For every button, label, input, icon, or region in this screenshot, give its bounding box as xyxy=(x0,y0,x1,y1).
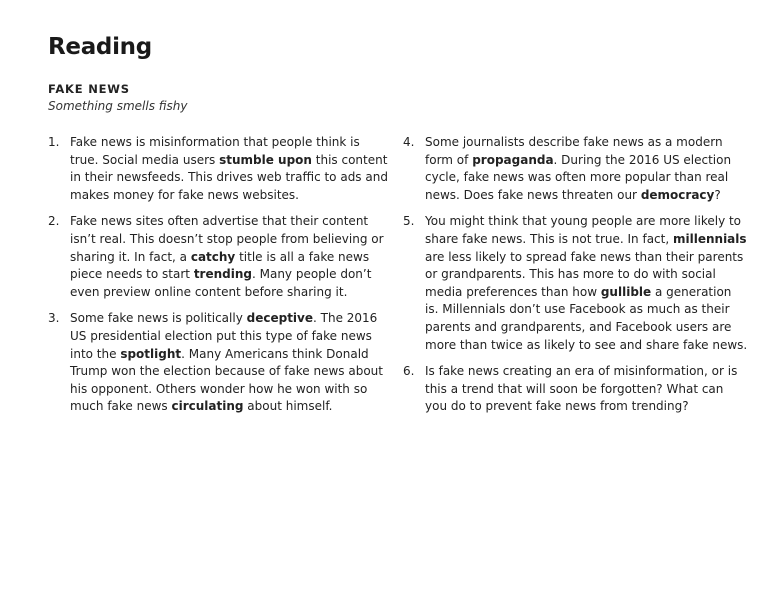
text-segment: Some fake news is politically xyxy=(70,311,247,326)
list-item xyxy=(403,363,748,416)
text-segment: . Many Americans think Donald Trump won the election because of fake news about his opponent. Others wonder how he won with so much fake news xyxy=(70,346,383,414)
item-text xyxy=(70,311,383,413)
vocab-term: gullible xyxy=(600,284,652,299)
item-number: 1. xyxy=(48,135,60,149)
text-segment: ? xyxy=(714,187,721,202)
item-number: 2. xyxy=(48,214,60,229)
left-column-list xyxy=(48,134,388,425)
text-segment: You might think that young people are more likely to share fake news. This is not true. In fact, xyxy=(425,214,742,246)
text-segment: Is fake news creating an era of misinformation, or is this a trend that will soon be forgotten? What can you do to prevent fake news from trending? xyxy=(425,364,738,414)
vocab-term: catchy xyxy=(190,249,236,264)
list-item xyxy=(403,213,748,354)
vocab-term: stumble upon xyxy=(219,152,312,167)
vocab-term: trending xyxy=(193,267,252,282)
list-item xyxy=(403,134,748,204)
item-number: 4. xyxy=(403,135,415,149)
text-segment: are less likely to spread fake news than their parents or grandparents. This has more to do with social media preferences than how xyxy=(425,249,744,299)
item-number: 5. xyxy=(403,214,415,229)
text-segment: Fake news is misinformation that people think is true. Social media users xyxy=(70,135,360,167)
text-segment: Some journalists describe fake news as a modern form of xyxy=(425,135,723,167)
text-segment: a generation is. Millennials don’t use Facebook as much as their parents and grandparents, and Facebook users are more than twice as likely to see and share fake news. xyxy=(425,284,748,352)
page-heading: Reading xyxy=(48,34,152,60)
item-text xyxy=(425,214,747,351)
text-segment: . During the 2016 US election cycle, fake news was often more popular than real news. Does fake news threaten our xyxy=(425,152,732,202)
text-segment: this content in their newsfeeds. This drives web traffic to ads and makes money for fake news websites. xyxy=(70,152,388,202)
section-title: FAKE NEWS xyxy=(48,82,130,96)
list-item xyxy=(48,134,388,204)
vocab-term: propaganda xyxy=(472,152,554,167)
list-item xyxy=(48,310,388,416)
vocab-term: democracy xyxy=(640,187,715,202)
text-segment: Fake news sites often advertise that their content isn’t real. This doesn’t stop people from believing or sharing it. In fact, a xyxy=(70,214,384,264)
item-text xyxy=(425,135,731,202)
item-number: 6. xyxy=(403,364,415,379)
right-column-list xyxy=(403,134,748,425)
list-item xyxy=(48,213,388,301)
item-text xyxy=(70,214,384,298)
text-segment: title is all a fake news piece needs to start xyxy=(70,249,370,282)
item-number: 3. xyxy=(48,311,60,326)
text-segment: . The 2016 US presidential election put this type of fake news into the xyxy=(70,311,378,361)
vocab-term: circulating xyxy=(171,399,244,414)
text-segment: about himself. xyxy=(243,399,333,414)
item-text xyxy=(70,135,388,202)
section-subtitle: Something smells fishy xyxy=(48,99,188,113)
item-text xyxy=(425,364,737,413)
vocab-term: deceptive xyxy=(246,311,314,326)
text-segment: . Many people don’t even preview online content before sharing it. xyxy=(70,267,372,299)
vocab-term: millennials xyxy=(673,231,747,246)
vocab-term: spotlight xyxy=(120,346,182,361)
